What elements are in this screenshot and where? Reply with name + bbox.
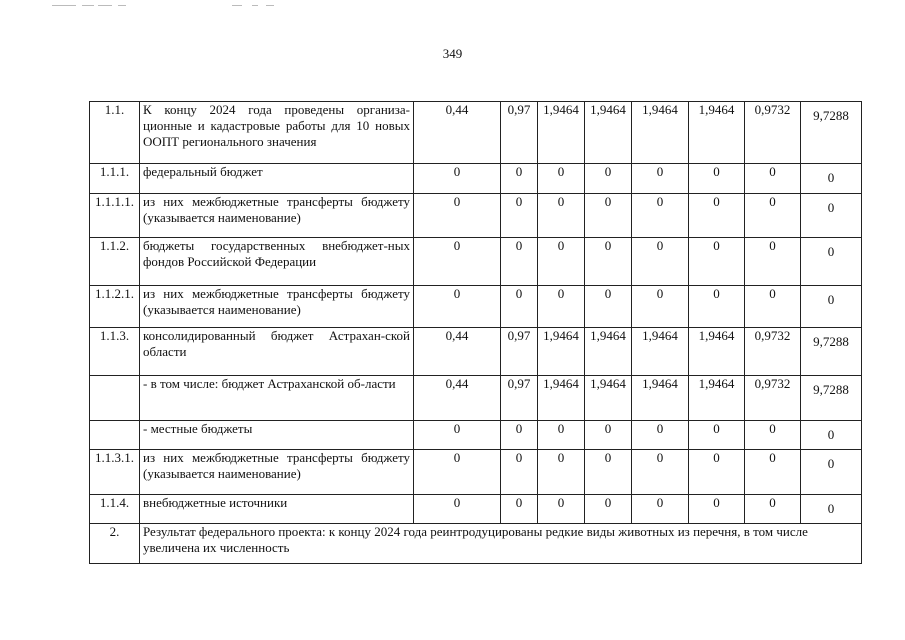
scan-artifact bbox=[52, 5, 312, 9]
row-value: 1,9464 bbox=[585, 102, 632, 164]
row-value: 1,9464 bbox=[632, 376, 689, 421]
row-value: 1,9464 bbox=[538, 102, 585, 164]
row-value: 0 bbox=[745, 450, 801, 495]
row-value: 0 bbox=[632, 238, 689, 286]
row-value: 0,97 bbox=[501, 102, 538, 164]
row-value: 0 bbox=[501, 421, 538, 450]
row-code: 1.1.3. bbox=[90, 328, 140, 376]
row-description: из них межбюджетные трансферты бюджету (указывается наименование) bbox=[140, 286, 414, 328]
row-code: 1.1.2. bbox=[90, 238, 140, 286]
row-value: 0 bbox=[538, 194, 585, 238]
row-value: 0 bbox=[414, 421, 501, 450]
row-value: 0 bbox=[689, 164, 745, 194]
row-value: 0 bbox=[538, 238, 585, 286]
row-value: 0 bbox=[689, 194, 745, 238]
page-number: 349 bbox=[442, 46, 463, 61]
row-value: 0 bbox=[501, 450, 538, 495]
row-value: 0 bbox=[538, 164, 585, 194]
row-value: 0 bbox=[632, 194, 689, 238]
row-description: внебюджетные источники bbox=[140, 495, 414, 524]
row-value: 0 bbox=[414, 164, 501, 194]
row-value: 0 bbox=[501, 495, 538, 524]
row-value: 0 bbox=[801, 164, 862, 194]
row-value: 0 bbox=[745, 164, 801, 194]
row-value: 1,9464 bbox=[632, 328, 689, 376]
result-row bbox=[90, 524, 862, 564]
row-value: 9,7288 bbox=[801, 102, 862, 164]
row-value: 0 bbox=[585, 238, 632, 286]
row-code: 1.1.1. bbox=[90, 164, 140, 194]
table-row bbox=[90, 238, 862, 286]
row-value: 0 bbox=[745, 238, 801, 286]
row-value: 1,9464 bbox=[632, 102, 689, 164]
row-value: 0 bbox=[689, 238, 745, 286]
row-value: 0 bbox=[585, 164, 632, 194]
row-value: 0 bbox=[414, 450, 501, 495]
result-text: Результат федерального проекта: к концу 2024 года реинтродуцированы редкие виды животных из перечня, в том числе увеличена их численность bbox=[140, 524, 862, 564]
row-value: 0 bbox=[801, 495, 862, 524]
table-body bbox=[90, 102, 862, 564]
row-value: 9,7288 bbox=[801, 328, 862, 376]
table-row bbox=[90, 102, 862, 164]
row-value: 0 bbox=[801, 194, 862, 238]
row-value: 0 bbox=[689, 495, 745, 524]
row-value: 1,9464 bbox=[689, 328, 745, 376]
row-value: 0 bbox=[632, 450, 689, 495]
row-value: 0 bbox=[501, 286, 538, 328]
row-value: 0 bbox=[745, 421, 801, 450]
row-value: 0 bbox=[689, 421, 745, 450]
row-description: из них межбюджетные трансферты бюджету (указывается наименование) bbox=[140, 450, 414, 495]
row-code: 1.1.2.1. bbox=[90, 286, 140, 328]
row-code: 1.1. bbox=[90, 102, 140, 164]
row-value: 1,9464 bbox=[585, 376, 632, 421]
result-code: 2. bbox=[90, 524, 140, 564]
row-value: 0,44 bbox=[414, 328, 501, 376]
row-value: 0 bbox=[538, 450, 585, 495]
row-description: бюджеты государственных внебюджет-ных фондов Российской Федерации bbox=[140, 238, 414, 286]
table-row bbox=[90, 164, 862, 194]
row-code bbox=[90, 376, 140, 421]
table-row bbox=[90, 328, 862, 376]
row-value: 0,44 bbox=[414, 376, 501, 421]
row-value: 1,9464 bbox=[538, 376, 585, 421]
row-value: 1,9464 bbox=[689, 102, 745, 164]
table-row bbox=[90, 376, 862, 421]
row-value: 0,9732 bbox=[745, 328, 801, 376]
row-value: 0 bbox=[501, 164, 538, 194]
row-value: 0 bbox=[538, 286, 585, 328]
table-row bbox=[90, 286, 862, 328]
row-value: 0 bbox=[689, 286, 745, 328]
row-description: консолидированный бюджет Астрахан-ской области bbox=[140, 328, 414, 376]
table-row bbox=[90, 194, 862, 238]
row-value: 0 bbox=[585, 194, 632, 238]
row-value: 0 bbox=[801, 450, 862, 495]
row-value: 9,7288 bbox=[801, 376, 862, 421]
row-value: 0 bbox=[745, 194, 801, 238]
row-value: 0,97 bbox=[501, 376, 538, 421]
row-value: 0,97 bbox=[501, 328, 538, 376]
row-value: 0 bbox=[745, 286, 801, 328]
row-value: 0,9732 bbox=[745, 376, 801, 421]
row-value: 0,44 bbox=[414, 102, 501, 164]
budget-table bbox=[89, 101, 862, 564]
row-value: 0 bbox=[585, 450, 632, 495]
row-value: 0 bbox=[585, 286, 632, 328]
row-code: 1.1.3.1. bbox=[90, 450, 140, 495]
row-code: 1.1.4. bbox=[90, 495, 140, 524]
row-value: 0 bbox=[501, 238, 538, 286]
row-value: 0 bbox=[414, 238, 501, 286]
row-value: 0 bbox=[585, 495, 632, 524]
row-value: 1,9464 bbox=[585, 328, 632, 376]
row-value: 0 bbox=[632, 495, 689, 524]
row-value: 0 bbox=[501, 194, 538, 238]
row-value: 0 bbox=[585, 421, 632, 450]
row-value: 0 bbox=[414, 495, 501, 524]
row-value: 0 bbox=[801, 286, 862, 328]
row-description: - местные бюджеты bbox=[140, 421, 414, 450]
row-value: 0 bbox=[689, 450, 745, 495]
row-value: 0 bbox=[801, 421, 862, 450]
row-value: 0 bbox=[745, 495, 801, 524]
row-value: 0 bbox=[538, 495, 585, 524]
row-description: из них межбюджетные трансферты бюджету (указывается наименование) bbox=[140, 194, 414, 238]
row-description: федеральный бюджет bbox=[140, 164, 414, 194]
row-value: 0 bbox=[414, 194, 501, 238]
row-description: - в том числе: бюджет Астраханской об-ласти bbox=[140, 376, 414, 421]
row-value: 0 bbox=[538, 421, 585, 450]
row-value: 0 bbox=[632, 286, 689, 328]
row-value: 1,9464 bbox=[689, 376, 745, 421]
row-value: 1,9464 bbox=[538, 328, 585, 376]
row-description: К концу 2024 года проведены организа-ционные и кадастровые работы для 10 новых ООПТ регионального значения bbox=[140, 102, 414, 164]
table-row bbox=[90, 450, 862, 495]
row-code bbox=[90, 421, 140, 450]
row-value: 0,9732 bbox=[745, 102, 801, 164]
row-value: 0 bbox=[632, 164, 689, 194]
row-value: 0 bbox=[632, 421, 689, 450]
table-row bbox=[90, 421, 862, 450]
table-row bbox=[90, 495, 862, 524]
row-value: 0 bbox=[801, 238, 862, 286]
row-value: 0 bbox=[414, 286, 501, 328]
row-code: 1.1.1.1. bbox=[90, 194, 140, 238]
